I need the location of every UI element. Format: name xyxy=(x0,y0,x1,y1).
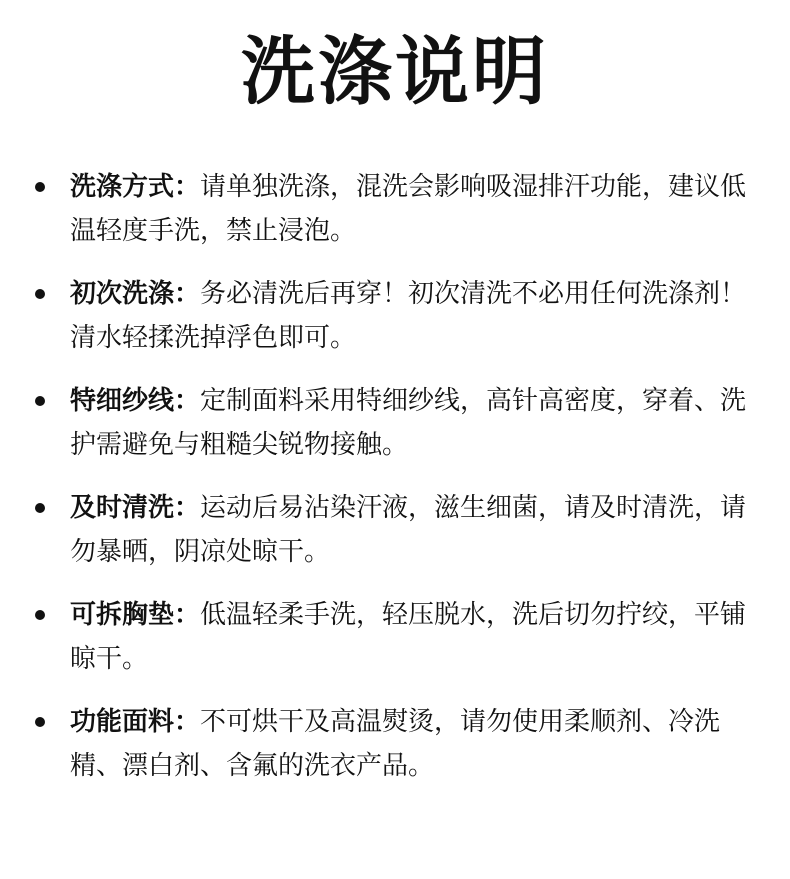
bullet-icon xyxy=(35,717,45,727)
care-item-label: 功能面料： xyxy=(70,707,201,737)
bullet-icon xyxy=(35,503,45,513)
care-item-fine-yarn xyxy=(30,379,770,467)
bullet-icon xyxy=(35,182,45,192)
bullet-icon xyxy=(35,610,45,620)
care-item-text: 定制面料采用特细纱线，高针高密度，穿着、洗护需避免与粗糙尖锐物接触。 xyxy=(70,386,747,460)
care-item-removable-pads xyxy=(30,593,770,681)
care-item-first-wash xyxy=(30,272,770,360)
bullet-icon xyxy=(35,289,45,299)
care-item-functional-fabric xyxy=(30,700,770,788)
care-item-wash-method xyxy=(30,165,770,253)
care-item-label: 及时清洗： xyxy=(70,493,201,523)
care-item-label: 洗涤方式： xyxy=(70,172,201,202)
bullet-icon xyxy=(35,396,45,406)
care-item-label: 可拆胸垫： xyxy=(70,600,201,630)
care-item-text: 低温轻柔手洗，轻压脱水，洗后切勿拧绞，平铺晾干。 xyxy=(70,600,747,674)
care-item-timely-wash xyxy=(30,486,770,574)
care-item-label: 初次洗涤： xyxy=(70,279,201,309)
care-item-text: 运动后易沾染汗液，滋生细菌，请及时清洗，请勿暴晒，阴凉处晾干。 xyxy=(70,493,747,567)
care-item-label: 特细纱线： xyxy=(70,386,201,416)
care-item-text: 请单独洗涤，混洗会影响吸湿排汗功能，建议低温轻度手洗，禁止浸泡。 xyxy=(70,172,747,246)
care-item-text: 不可烘干及高温熨烫，请勿使用柔顺剂、冷洗精、漂白剂、含氟的洗衣产品。 xyxy=(70,707,721,781)
page-title: 洗涤说明 xyxy=(241,29,549,115)
care-instructions-list xyxy=(30,165,770,807)
care-item-text: 务必清洗后再穿！初次清洗不必用任何洗涤剂！清水轻揉洗掉浮色即可。 xyxy=(70,279,747,353)
